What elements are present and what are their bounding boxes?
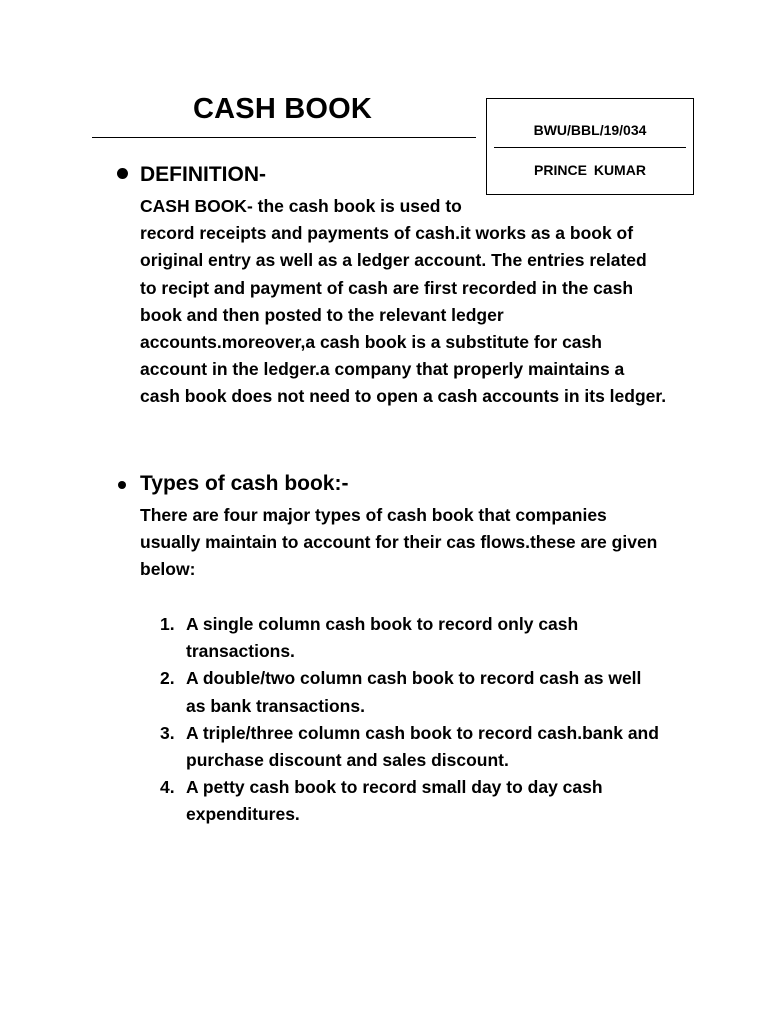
bullet-icon <box>118 481 126 489</box>
list-number: 3. <box>160 722 175 743</box>
id-box-divider <box>494 147 686 148</box>
definition-line: cash book does not need to open a cash accounts in its ledger. <box>140 386 667 407</box>
definition-line: account in the ledger.a company that properly maintains a <box>140 359 625 380</box>
list-number: 2. <box>160 668 175 689</box>
types-intro-line: usually maintain to account for their cas flows.these are given <box>140 532 658 553</box>
registration-number: BWU/BBL/19/034 <box>533 122 647 138</box>
list-item-line: purchase discount and sales discount. <box>186 750 509 771</box>
list-number: 1. <box>160 614 175 634</box>
bullet-icon <box>117 168 128 179</box>
list-number: 4. <box>160 777 175 798</box>
list-item <box>160 774 700 828</box>
definition-line: book and then posted to the relevant ledger <box>140 304 504 325</box>
list-item-line: A triple/three column cash book to record cash.bank and <box>186 722 659 743</box>
definition-line: accounts.moreover,a cash book is a substitute for cash <box>140 332 602 353</box>
title-underline <box>92 137 476 138</box>
page-title: CASH BOOK <box>193 93 373 125</box>
definition-line: record receipts and payments of cash.it works as a book of <box>140 223 634 244</box>
list-item-line: transactions. <box>186 641 295 662</box>
types-intro-line: There are four major types of cash book that companies <box>140 505 607 525</box>
list-item-line: A double/two column cash book to record cash as well <box>186 668 642 689</box>
list-item-line: A petty cash book to record small day to day cash <box>186 777 603 798</box>
list-item <box>160 665 700 719</box>
definition-paragraph <box>140 193 700 411</box>
definition-line: original entry as well as a ledger account. The entries related <box>140 250 647 271</box>
list-item <box>160 720 700 774</box>
list-item-line: as bank transactions. <box>186 695 365 716</box>
list-item-line: expenditures. <box>186 804 300 825</box>
definition-line: CASH BOOK- the cash book is used to <box>140 196 462 216</box>
types-heading: Types of cash book:- <box>140 472 349 495</box>
student-id-box <box>486 98 694 195</box>
types-list <box>160 611 700 829</box>
types-intro-line: below: <box>140 559 196 580</box>
student-name: PRINCE KUMAR <box>534 162 646 178</box>
definition-heading: DEFINITION- <box>140 163 266 186</box>
definition-line: to recipt and payment of cash are first recorded in the cash <box>140 277 634 298</box>
types-intro-paragraph <box>140 502 700 584</box>
list-item <box>160 611 700 665</box>
list-item-line: A single column cash book to record only cash <box>186 614 579 634</box>
